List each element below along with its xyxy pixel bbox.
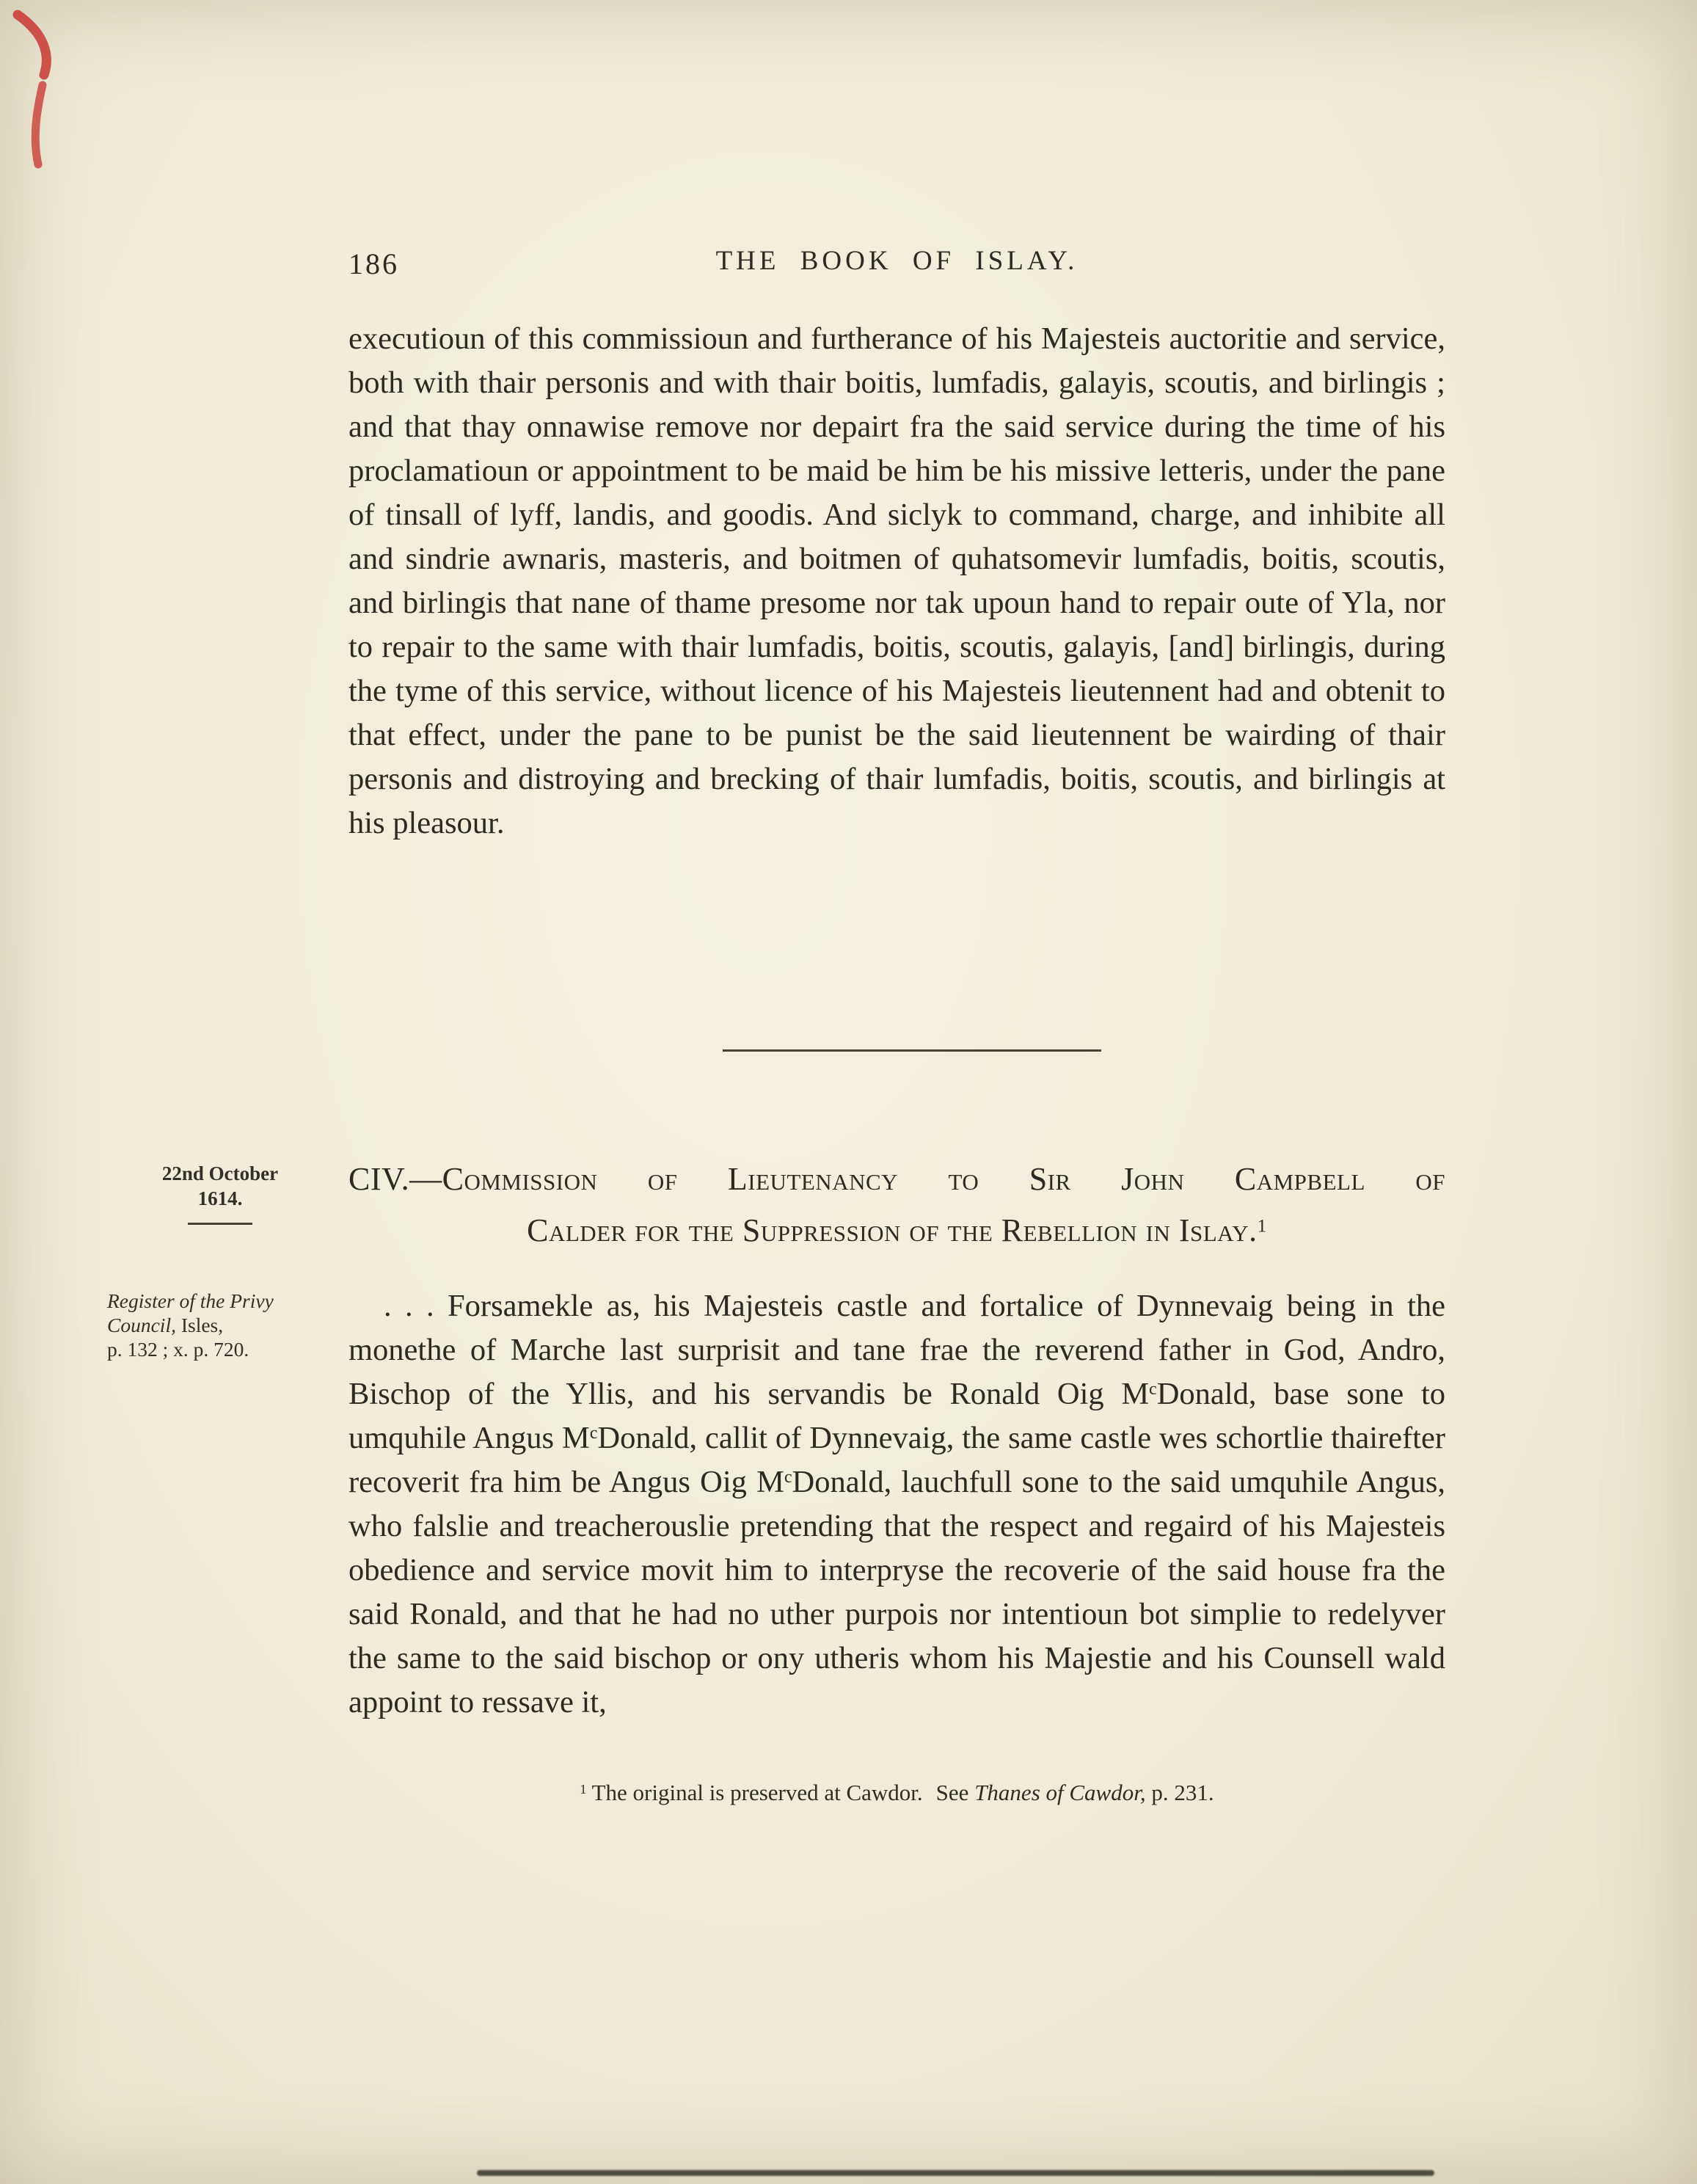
margin-ref-line-1 xyxy=(107,1289,327,1313)
mcdonald-superscript: c xyxy=(589,1423,598,1443)
scan-edge-artifact xyxy=(477,2170,1434,2176)
heading-footnote-ref: 1 xyxy=(1257,1215,1267,1237)
page-number: 186 xyxy=(348,247,399,280)
paragraph-text: Donald, lauchfull sone to the said umquhile Angus, who falslie and treacherouslie pretending that the respect and regaird of his Majesteis obedience and service movit him to interpryse the recoverie of the said house fra the said Ronald, and that he had no uther purpois nor intentioun bot simplie to redelyver the same to the said bischop or ony utheris whom his Majestie and his Counsell wald appoint to ressave it, xyxy=(348,1465,1445,1719)
section-heading xyxy=(348,1154,1445,1256)
margin-ref-title-part-1: Register of the Privy xyxy=(107,1289,274,1312)
margin-ref-line-2 xyxy=(107,1313,327,1337)
footnote-ref: 1 xyxy=(580,1782,587,1797)
margin-note-date xyxy=(117,1161,323,1225)
page-header xyxy=(348,245,1445,282)
paragraph-text: Donald, callit of Dynnevaig, the same castle wes schortlie thairefter recoverit fra him be Angus Oig M xyxy=(348,1421,1445,1499)
section-paragraph xyxy=(348,1284,1445,1725)
heading-line-2 xyxy=(348,1205,1445,1256)
paragraph-text: Donald, base sone to umquhile Angus M xyxy=(348,1377,1446,1455)
mcdonald-superscript: c xyxy=(784,1467,792,1487)
footnote-text-2: See xyxy=(935,1780,969,1805)
margin-date-line-2: 1614. xyxy=(197,1187,243,1209)
margin-ref-title-part-2: Council, xyxy=(107,1314,176,1336)
margin-note-reference xyxy=(107,1289,327,1361)
margin-date-line-1: 22nd October xyxy=(161,1162,279,1184)
section-divider xyxy=(723,1049,1101,1052)
footnote xyxy=(348,1780,1445,1806)
heading-line-2-text: Calder for the Suppression of the Rebellion in Islay. xyxy=(527,1212,1258,1248)
paragraph-text: . . . Forsamekle as, his Majesteis castle and fortalice of Dynnevaig being in the monethe of Marche last surprisit and tane frae the reverend father in God, Andro, Bischop of the Yllis, and his servandis be Ronald Oig M xyxy=(348,1289,1445,1411)
footnote-text-3: p. 231. xyxy=(1151,1780,1214,1805)
running-title: THE BOOK OF ISLAY. xyxy=(715,246,1079,276)
red-pen-marks-icon xyxy=(0,4,103,195)
mcdonald-superscript: c xyxy=(1149,1379,1157,1399)
heading-line-1: CIV.—Commission of Lieutenancy to Sir John Campbell of xyxy=(348,1161,1445,1197)
margin-ref-line-3: p. 132 ; x. p. 720. xyxy=(107,1338,249,1361)
margin-date-rule xyxy=(188,1223,252,1225)
footnote-text-1: The original is preserved at Cawdor. xyxy=(591,1780,923,1805)
margin-ref-series: Isles, xyxy=(180,1314,224,1336)
intro-paragraph: executioun of this commissioun and furtherance of his Majesteis auctoritie and service, both with thair personis and with thair boitis, lumfadis, galayis, scoutis, and birlingis ; and that thay onnawise remove nor depairt fra the said service during the time of his proclamatioun or appointment to be maid be him be his missive letteris, under the pane of tinsall of lyff, landis, and goodis. And siclyk to command, charge, and inhibite all and sindrie awnaris, masteris, and boitmen of quhatsomevir lumfadis, boitis, scoutis, and birlingis that nane of thame presome nor tak upoun hand to repair oute of Yla, nor to repair to the same with thair lumfadis, boitis, scoutis, galayis, [and] birlingis, during the tyme of this service, without licence of his Majesteis lieutennent had and obtenit to that effect, under the pane to be punist be the said lieutennent be wairding of thair personis and distroying and brecking of thair lumfadis, boitis, scoutis, and birlingis at his pleasour. xyxy=(348,321,1445,840)
footnote-work-title: Thanes of Cawdor, xyxy=(974,1780,1146,1805)
